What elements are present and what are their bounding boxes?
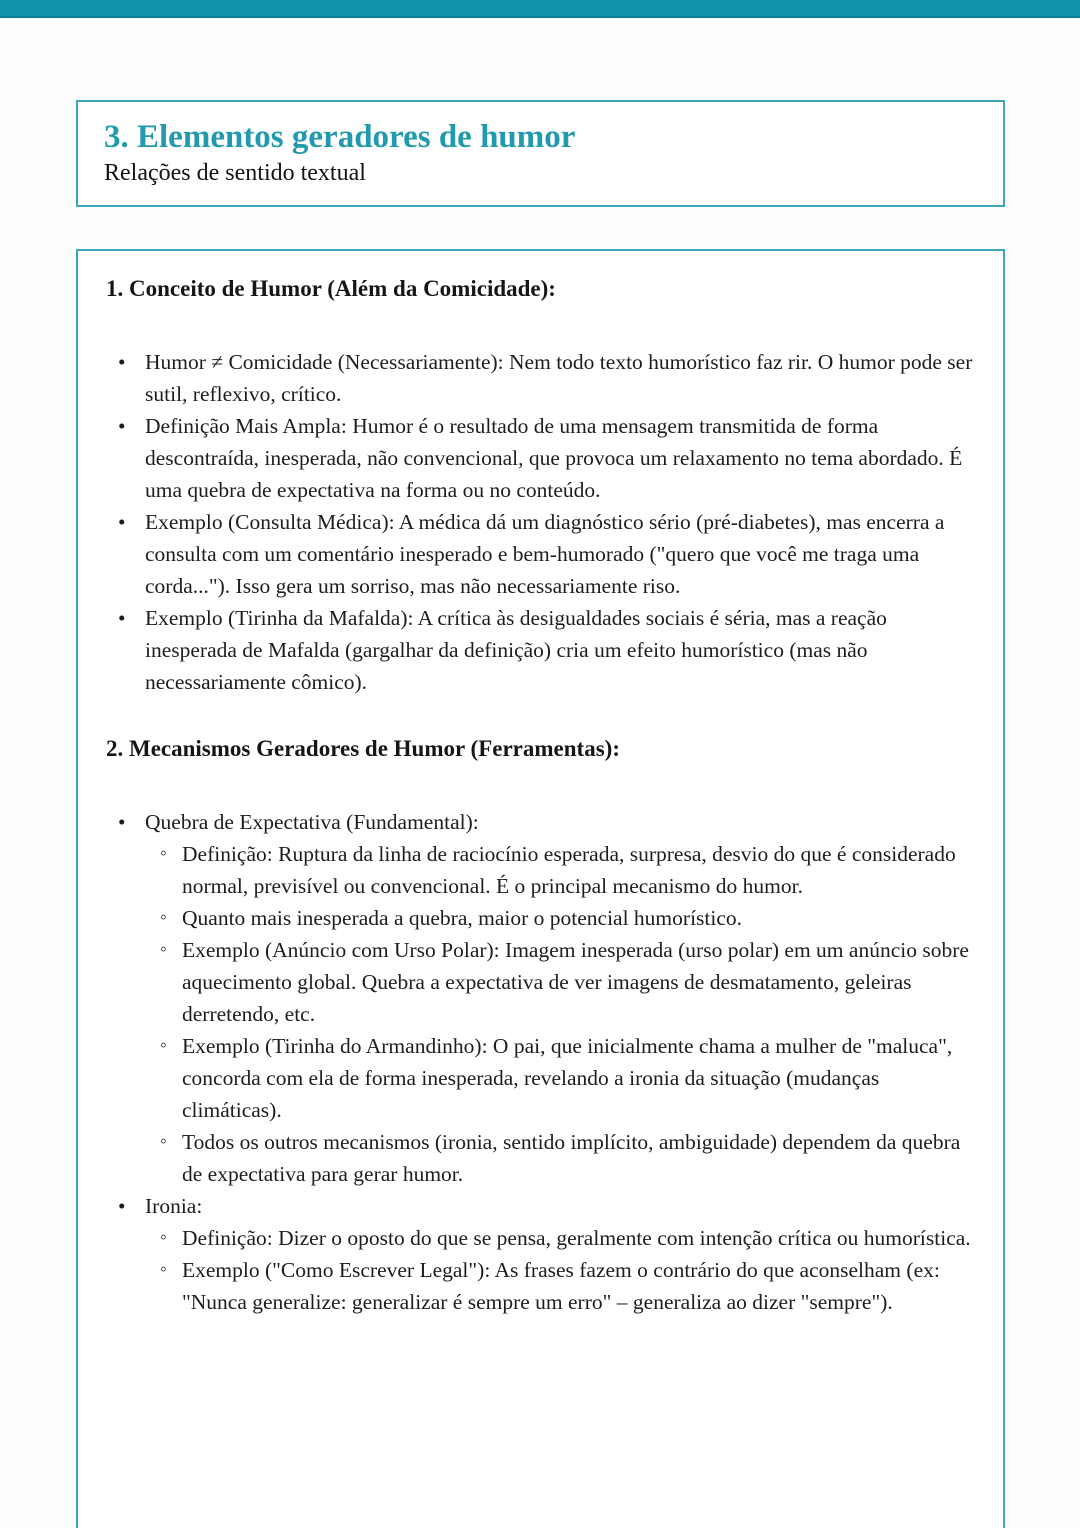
bullet-dot-icon: •: [118, 606, 126, 630]
sub-list-item: [145, 934, 977, 1030]
list-item: [106, 346, 977, 410]
bullet-dot-icon: •: [118, 350, 126, 374]
bullet-circle-icon: ◦: [160, 843, 167, 864]
sub-bullet-text: Exemplo ("Como Escrever Legal"): As frases fazem o contrário do que aconselham (ex: "Nunca generalize: generalizar é sempre um erro" – generaliza ao dizer "sempre").: [182, 1258, 940, 1314]
bullet-text: Humor ≠ Comicidade (Necessariamente): Nem todo texto humorístico faz rir. O humor pode ser sutil, reflexivo, crítico.: [145, 350, 973, 406]
top-accent-bar: [0, 0, 1080, 18]
sub-bullet-text: Todos os outros mecanismos (ironia, sentido implícito, ambiguidade) dependem da quebra de expectativa para gerar humor.: [182, 1130, 961, 1186]
header-card: [76, 100, 1005, 207]
bullet-circle-icon: ◦: [160, 1227, 167, 1248]
bullet-dot-icon: •: [118, 810, 126, 834]
list-item: [106, 602, 977, 698]
bullet-circle-icon: ◦: [160, 1035, 167, 1056]
sub-list: [145, 1222, 977, 1318]
sub-bullet-text: Quanto mais inesperada a quebra, maior o potencial humorístico.: [182, 906, 743, 930]
sub-list-item: [145, 1222, 977, 1254]
sub-list: [145, 838, 977, 1190]
page-subtitle: Relações de sentido textual: [104, 160, 366, 186]
bullet-dot-icon: •: [118, 510, 126, 534]
bullet-circle-icon: ◦: [160, 907, 167, 928]
list-item: [106, 410, 977, 506]
list-item: [106, 1190, 977, 1318]
bullet-text: Ironia:: [145, 1194, 203, 1218]
sub-list-item: [145, 1126, 977, 1190]
sub-list-item: [145, 1254, 977, 1318]
sub-bullet-text: Definição: Dizer o oposto do que se pensa, geralmente com intenção crítica ou humorística.: [182, 1226, 971, 1250]
sub-list-item: [145, 838, 977, 902]
content-card: [76, 249, 1005, 1528]
bullet-text: Quebra de Expectativa (Fundamental):: [145, 810, 479, 834]
sub-bullet-text: Exemplo (Anúncio com Urso Polar): Imagem inesperada (urso polar) em um anúncio sobre aquecimento global. Quebra a expectativa de ver imagens de desmatamento, geleiras derretendo, etc.: [182, 938, 969, 1026]
bullet-dot-icon: •: [118, 1194, 126, 1218]
section-1-heading: 1. Conceito de Humor (Além da Comicidade):: [106, 276, 556, 301]
section-2-list: [106, 806, 977, 1318]
bullet-circle-icon: ◦: [160, 939, 167, 960]
sub-list-item: [145, 1030, 977, 1126]
bullet-text: Exemplo (Tirinha da Mafalda): A crítica às desigualdades sociais é séria, mas a reação inesperada de Mafalda (gargalhar da definição) cria um efeito humorístico (mas não necessariamente cômico).: [145, 606, 887, 694]
bullet-dot-icon: •: [118, 414, 126, 438]
list-item: [106, 806, 977, 1190]
bullet-circle-icon: ◦: [160, 1259, 167, 1280]
section-1-list: [106, 346, 977, 698]
page-title: 3. Elementos geradores de humor: [104, 119, 576, 155]
sub-list-item: [145, 902, 977, 934]
list-item: [106, 506, 977, 602]
sub-bullet-text: Exemplo (Tirinha do Armandinho): O pai, que inicialmente chama a mulher de "maluca", concorda com ela de forma inesperada, revelando a ironia da situação (mudanças climáticas).: [182, 1034, 953, 1122]
section-2-heading: 2. Mecanismos Geradores de Humor (Ferramentas):: [106, 736, 620, 761]
bullet-circle-icon: ◦: [160, 1131, 167, 1152]
sub-bullet-text: Definição: Ruptura da linha de raciocínio esperada, surpresa, desvio do que é considerado normal, previsível ou convencional. É o principal mecanismo do humor.: [182, 842, 956, 898]
bullet-text: Definição Mais Ampla: Humor é o resultado de uma mensagem transmitida de forma descontraída, inesperada, não convencional, que provoca um relaxamento no tema abordado. É uma quebra de expectativa na forma ou no conteúdo.: [145, 414, 963, 502]
bullet-text: Exemplo (Consulta Médica): A médica dá um diagnóstico sério (pré-diabetes), mas encerra a consulta com um comentário inesperado e bem-humorado ("quero que você me traga uma corda..."). Isso gera um sorriso, mas não necessariamente riso.: [145, 510, 945, 598]
